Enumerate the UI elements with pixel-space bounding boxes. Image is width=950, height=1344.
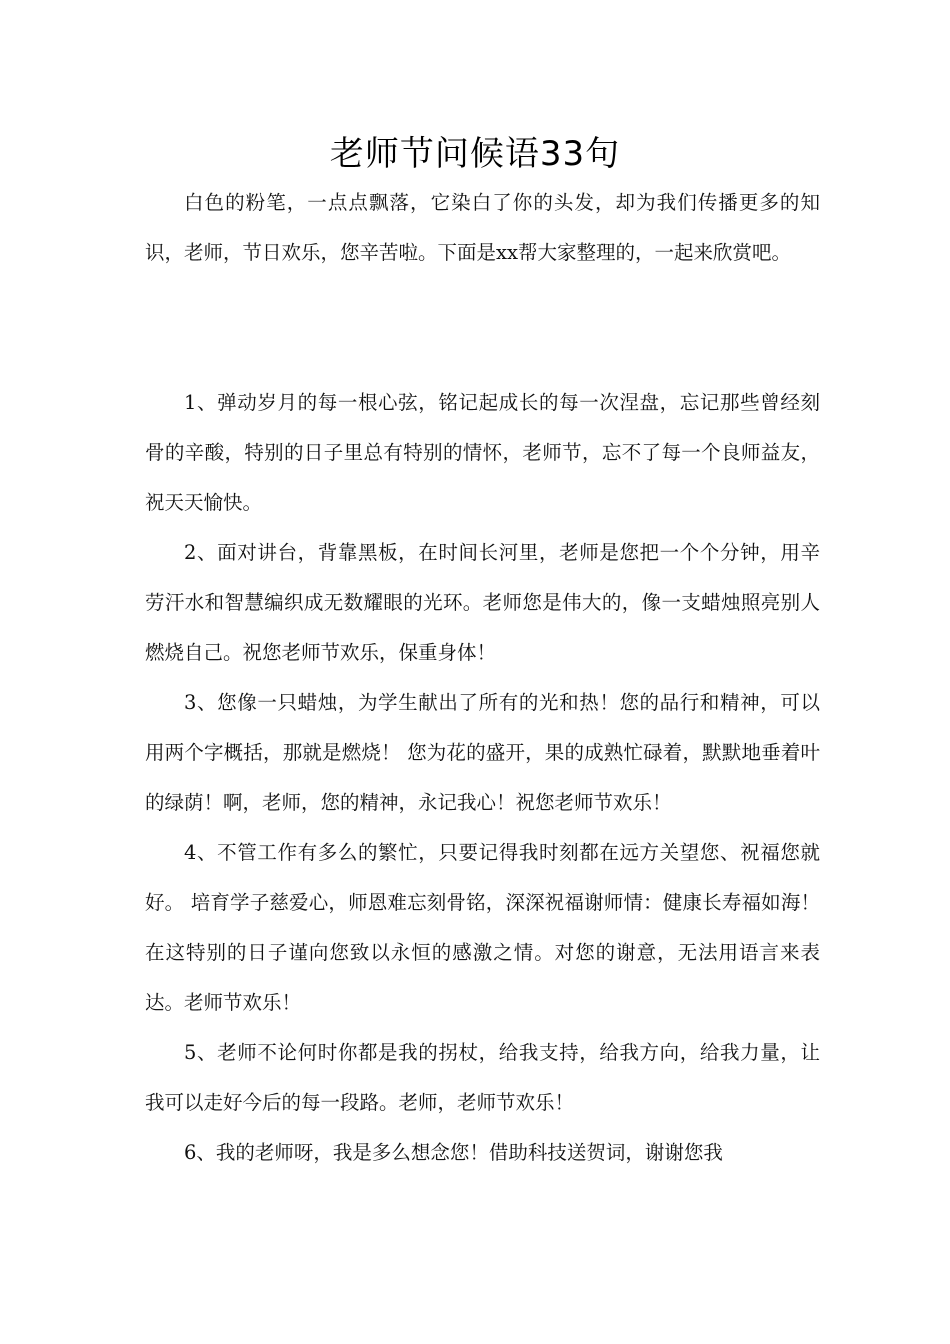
greeting-item-1: 1、弹动岁月的每一根心弦，铭记起成长的每一次涅盘，忘记那些曾经刻骨的辛酸，特别的日子里总有特别的情怀，老师节，忘不了每一个良师益友，祝天天愉快。	[145, 391, 820, 514]
paragraph-spacer	[145, 278, 820, 328]
greeting-item-5: 5、老师不论何时你都是我的拐杖，给我支持，给我方向，给我力量，让我可以走好今后的每一段路。老师，老师节欢乐！	[145, 1041, 820, 1114]
greeting-item-6: 6、我的老师呀，我是多么想念您！借助科技送贺词，谢谢您我	[184, 1141, 723, 1164]
paragraph-spacer	[145, 328, 820, 378]
document-title: 老师节问候语33句	[329, 134, 621, 174]
document-body	[145, 178, 820, 1178]
greeting-item-3: 3、您像一只蜡烛，为学生献出了所有的光和热！您的品行和精神，可以用两个字概括，那就是燃烧！ 您为花的盛开，果的成熟忙碌着，默默地垂着叶的绿荫！啊，老师，您的精神，永记我心！祝您老师节欢乐！	[145, 691, 820, 814]
greeting-item-4: 4、不管工作有多么的繁忙，只要记得我时刻都在远方关望您、祝福您就好。 培育学子慈爱心，师恩难忘刻骨铭，深深祝福谢师情：健康长寿福如海！在这特别的日子谨向您致以永恒的感激之情。对您的谢意，无法用语言来表达。老师节欢乐！	[145, 841, 820, 1014]
intro-paragraph: 白色的粉笔，一点点飘落，它染白了你的头发，却为我们传播更多的知识，老师，节日欢乐，您辛苦啦。下面是xx帮大家整理的，一起来欣赏吧。	[145, 191, 820, 264]
greeting-item-2: 2、面对讲台，背靠黑板，在时间长河里，老师是您把一个个分钟，用辛劳汗水和智慧编织成无数耀眼的光环。老师您是伟大的，像一支蜡烛照亮别人燃烧自己。祝您老师节欢乐，保重身体！	[145, 541, 820, 664]
